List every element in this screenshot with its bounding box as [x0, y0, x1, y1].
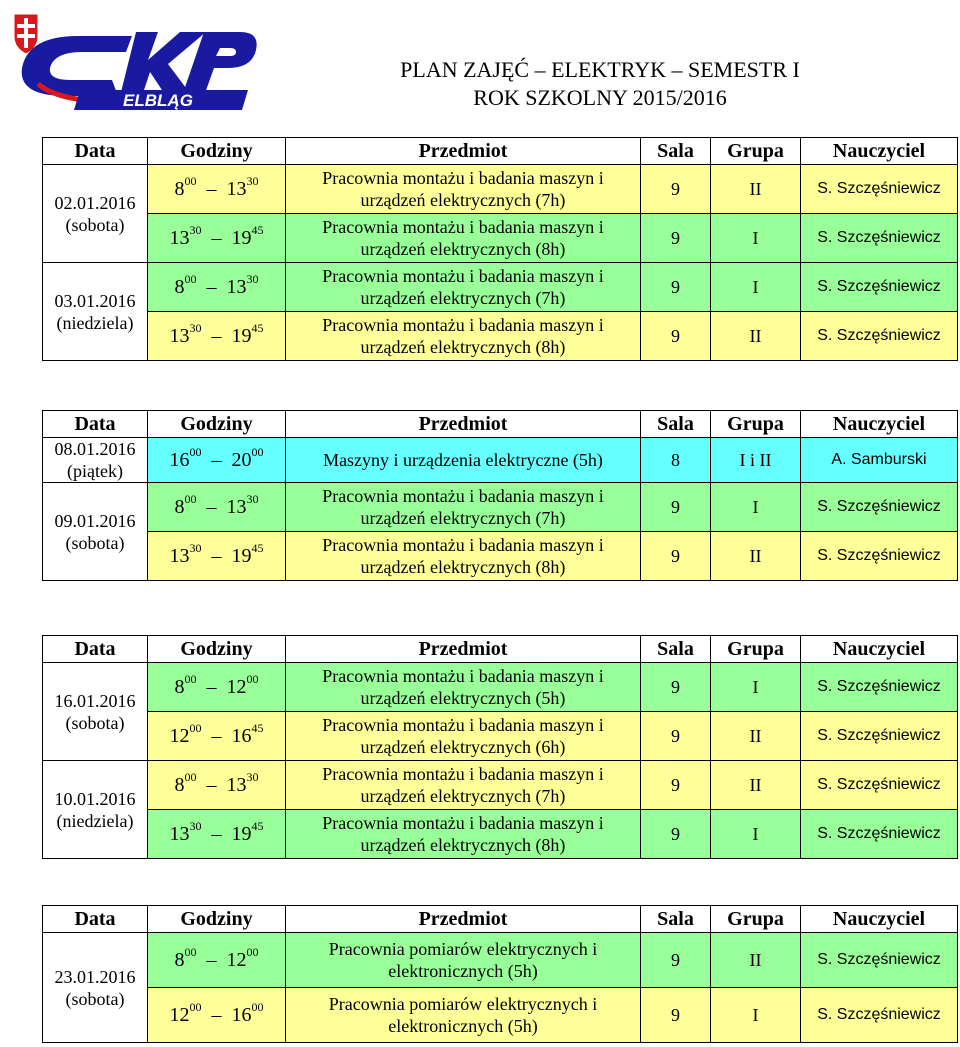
column-header: Grupa — [711, 906, 801, 933]
time-dash: – — [211, 325, 222, 347]
date-cell — [43, 761, 148, 859]
date-cell — [43, 438, 148, 483]
start-time — [169, 721, 202, 747]
room-cell — [641, 312, 711, 361]
room-cell — [641, 483, 711, 532]
group-cell — [711, 933, 801, 988]
end-hour: 19 — [231, 227, 252, 249]
teacher-cell — [801, 532, 958, 581]
subject-line: Pracownia pomiarów elektrycznych i — [328, 939, 598, 959]
start-time — [169, 819, 202, 845]
subject-line: urządzeń elektrycznych (7h) — [360, 190, 566, 210]
column-header: Data — [43, 411, 148, 438]
schedule-table — [42, 635, 958, 859]
column-header: Grupa — [711, 636, 801, 663]
room-value: 9 — [671, 228, 680, 248]
start-hour: 8 — [174, 774, 185, 796]
subject-cell — [286, 483, 641, 532]
hours-cell — [148, 988, 286, 1043]
start-time — [169, 541, 202, 567]
end-hour: 20 — [231, 449, 252, 471]
column-header: Przedmiot — [286, 906, 641, 933]
column-header: Godziny — [148, 411, 286, 438]
table-row — [43, 214, 958, 263]
day-label: (sobota) — [65, 532, 125, 553]
subject-line: Pracownia montażu i badania maszyn i — [322, 535, 604, 555]
table-row — [43, 263, 958, 312]
hours-cell — [148, 761, 286, 810]
start-hour: 8 — [174, 496, 185, 518]
time-dash: – — [206, 496, 217, 518]
hours-cell — [148, 214, 286, 263]
subject-cell — [286, 933, 641, 988]
room-value: 9 — [671, 546, 680, 566]
end-hour: 13 — [226, 276, 247, 298]
start-hour: 13 — [169, 545, 190, 567]
column-header: Przedmiot — [286, 138, 641, 165]
table-row — [43, 532, 958, 581]
end-minute: 45 — [251, 819, 264, 833]
start-minute: 30 — [189, 321, 202, 335]
ckp-elblag-logo — [8, 8, 258, 113]
end-time — [226, 770, 259, 796]
start-minute: 00 — [184, 272, 197, 286]
teacher-name: S. Szczęśniewicz — [817, 498, 941, 515]
group-value: II — [749, 775, 762, 795]
end-hour: 12 — [226, 949, 247, 971]
room-value: 8 — [671, 450, 680, 470]
subject-line: urządzeń elektrycznych (8h) — [360, 557, 566, 577]
table-row — [43, 483, 958, 532]
group-value: II — [749, 950, 762, 970]
time-dash: – — [211, 449, 222, 471]
room-cell — [641, 988, 711, 1043]
end-time — [226, 492, 259, 518]
room-cell — [641, 165, 711, 214]
subject-cell — [286, 263, 641, 312]
subject-cell — [286, 165, 641, 214]
time-dash: – — [206, 676, 217, 698]
end-hour: 13 — [226, 178, 247, 200]
subject-line: Pracownia montażu i badania maszyn i — [322, 764, 604, 784]
teacher-name: A. Samburski — [831, 451, 927, 468]
teacher-name: S. Szczęśniewicz — [817, 229, 941, 246]
start-time — [169, 1000, 202, 1026]
subject-line: Pracownia pomiarów elektrycznych i — [328, 994, 598, 1014]
end-hour: 16 — [231, 1004, 252, 1026]
group-cell — [711, 214, 801, 263]
subject-line: Maszyny i urządzenia elektryczne (5h) — [323, 450, 603, 470]
end-minute: 30 — [246, 492, 259, 506]
subject-line: Pracownia montażu i badania maszyn i — [322, 715, 604, 735]
subject-cell — [286, 438, 641, 483]
column-header: Nauczyciel — [801, 138, 958, 165]
group-cell — [711, 810, 801, 859]
end-minute: 30 — [246, 770, 259, 784]
svg-text:ELBLĄG: ELBLĄG — [123, 91, 193, 110]
start-hour: 8 — [174, 178, 185, 200]
start-hour: 16 — [169, 449, 190, 471]
end-time — [231, 223, 264, 249]
column-header: Sala — [641, 138, 711, 165]
time-dash: – — [211, 545, 222, 567]
subject-cell — [286, 988, 641, 1043]
group-value: II — [749, 726, 762, 746]
time-dash: – — [206, 178, 217, 200]
date-label: 23.01.2016 — [54, 966, 136, 987]
column-header: Grupa — [711, 411, 801, 438]
start-hour: 12 — [169, 1004, 190, 1026]
subject-line: urządzeń elektrycznych (7h) — [360, 508, 566, 528]
end-minute: 45 — [251, 541, 264, 555]
column-header: Sala — [641, 411, 711, 438]
time-dash: – — [211, 1004, 222, 1026]
subject-line: elektronicznych (5h) — [388, 961, 538, 981]
teacher-cell — [801, 438, 958, 483]
room-cell — [641, 712, 711, 761]
time-dash: – — [206, 276, 217, 298]
date-label: 02.01.2016 — [54, 192, 136, 213]
page-title: PLAN ZAJĘĆ – ELEKTRYK – SEMESTR I — [400, 57, 800, 82]
end-hour: 12 — [226, 676, 247, 698]
room-cell — [641, 438, 711, 483]
start-minute: 30 — [189, 223, 202, 237]
teacher-name: S. Szczęśniewicz — [817, 825, 941, 842]
teacher-cell — [801, 988, 958, 1043]
end-time — [226, 272, 259, 298]
end-time — [231, 445, 264, 471]
start-minute: 00 — [184, 672, 197, 686]
date-label: 16.01.2016 — [54, 690, 136, 711]
schedule-table — [42, 137, 958, 361]
table-row — [43, 712, 958, 761]
hours-cell — [148, 312, 286, 361]
group-cell — [711, 663, 801, 712]
table-header-row — [43, 411, 958, 438]
room-cell — [641, 761, 711, 810]
subject-line: Pracownia montażu i badania maszyn i — [322, 666, 604, 686]
teacher-name: S. Szczęśniewicz — [817, 678, 941, 695]
end-time — [231, 321, 264, 347]
table-row — [43, 761, 958, 810]
start-hour: 13 — [169, 823, 190, 845]
room-value: 9 — [671, 950, 680, 970]
subject-line: Pracownia montażu i badania maszyn i — [322, 266, 604, 286]
teacher-name: S. Szczęśniewicz — [817, 951, 941, 968]
page-subtitle: ROK SZKOLNY 2015/2016 — [473, 85, 727, 110]
time-dash: – — [211, 823, 222, 845]
room-cell — [641, 263, 711, 312]
column-header: Data — [43, 636, 148, 663]
end-minute: 00 — [246, 945, 259, 959]
end-minute: 00 — [246, 672, 259, 686]
subject-line: urządzeń elektrycznych (7h) — [360, 288, 566, 308]
column-header: Przedmiot — [286, 636, 641, 663]
start-hour: 8 — [174, 276, 185, 298]
group-value: II — [749, 326, 762, 346]
start-minute: 00 — [189, 445, 202, 459]
start-minute: 00 — [184, 174, 197, 188]
room-value: 9 — [671, 677, 680, 697]
column-header: Data — [43, 906, 148, 933]
end-hour: 16 — [231, 725, 252, 747]
teacher-cell — [801, 761, 958, 810]
day-label: (sobota) — [65, 988, 125, 1009]
subject-cell — [286, 761, 641, 810]
teacher-cell — [801, 810, 958, 859]
room-cell — [641, 214, 711, 263]
day-label: (piątek) — [67, 461, 123, 481]
hours-cell — [148, 663, 286, 712]
subject-line: Pracownia montażu i badania maszyn i — [322, 217, 604, 237]
date-label: 10.01.2016 — [54, 788, 136, 809]
column-header: Godziny — [148, 138, 286, 165]
hours-cell — [148, 438, 286, 483]
time-dash: – — [211, 227, 222, 249]
hours-cell — [148, 933, 286, 988]
room-cell — [641, 933, 711, 988]
start-minute: 30 — [189, 819, 202, 833]
room-value: 9 — [671, 179, 680, 199]
end-time — [231, 541, 264, 567]
hours-cell — [148, 712, 286, 761]
hours-cell — [148, 532, 286, 581]
end-minute: 30 — [246, 174, 259, 188]
end-time — [231, 721, 264, 747]
column-header: Nauczyciel — [801, 906, 958, 933]
teacher-cell — [801, 483, 958, 532]
room-value: 9 — [671, 726, 680, 746]
subject-line: urządzeń elektrycznych (6h) — [360, 737, 566, 757]
hours-cell — [148, 263, 286, 312]
end-hour: 13 — [226, 496, 247, 518]
end-time — [226, 945, 259, 971]
teacher-name: S. Szczęśniewicz — [817, 278, 941, 295]
table-row — [43, 438, 958, 483]
subject-line: Pracownia montażu i badania maszyn i — [322, 486, 604, 506]
group-cell — [711, 532, 801, 581]
column-header: Godziny — [148, 636, 286, 663]
teacher-cell — [801, 263, 958, 312]
start-minute: 00 — [184, 492, 197, 506]
group-value: I — [752, 1005, 759, 1025]
end-time — [231, 1000, 264, 1026]
group-cell — [711, 712, 801, 761]
end-minute: 30 — [246, 272, 259, 286]
table-header-row — [43, 636, 958, 663]
group-value: I — [752, 228, 759, 248]
subject-line: Pracownia montażu i badania maszyn i — [322, 813, 604, 833]
group-value: II — [749, 546, 762, 566]
column-header: Sala — [641, 636, 711, 663]
room-value: 9 — [671, 824, 680, 844]
teacher-name: S. Szczęśniewicz — [817, 727, 941, 744]
time-dash: – — [206, 774, 217, 796]
start-hour: 13 — [169, 325, 190, 347]
teacher-cell — [801, 933, 958, 988]
subject-cell — [286, 312, 641, 361]
subject-cell — [286, 810, 641, 859]
end-minute: 45 — [251, 223, 264, 237]
teacher-name: S. Szczęśniewicz — [817, 327, 941, 344]
table-header-row — [43, 906, 958, 933]
column-header: Przedmiot — [286, 411, 641, 438]
column-header: Nauczyciel — [801, 411, 958, 438]
start-time — [174, 945, 197, 971]
end-time — [226, 672, 259, 698]
day-label: (sobota) — [65, 214, 125, 235]
end-minute: 45 — [251, 721, 264, 735]
subject-line: urządzeń elektrycznych (5h) — [360, 688, 566, 708]
table-row — [43, 933, 958, 988]
hours-cell — [148, 810, 286, 859]
day-label: (niedziela) — [56, 810, 134, 831]
day-label: (sobota) — [65, 712, 125, 733]
room-value: 9 — [671, 497, 680, 517]
table-header-row — [43, 138, 958, 165]
teacher-cell — [801, 712, 958, 761]
start-minute: 00 — [189, 721, 202, 735]
subject-line: urządzeń elektrycznych (8h) — [360, 337, 566, 357]
group-value: I i II — [739, 450, 772, 470]
hours-cell — [148, 165, 286, 214]
room-value: 9 — [671, 1005, 680, 1025]
group-value: II — [749, 179, 762, 199]
start-time — [174, 272, 197, 298]
end-minute: 00 — [251, 445, 264, 459]
time-dash: – — [206, 949, 217, 971]
column-header: Sala — [641, 906, 711, 933]
group-value: I — [752, 277, 759, 297]
group-cell — [711, 312, 801, 361]
hours-cell — [148, 483, 286, 532]
end-minute: 45 — [251, 321, 264, 335]
date-cell — [43, 263, 148, 361]
subject-cell — [286, 712, 641, 761]
start-minute: 00 — [189, 1000, 202, 1014]
schedule-table — [42, 905, 958, 1043]
start-minute: 00 — [184, 945, 197, 959]
teacher-name: S. Szczęśniewicz — [817, 1006, 941, 1023]
column-header: Nauczyciel — [801, 636, 958, 663]
column-header: Grupa — [711, 138, 801, 165]
date-cell — [43, 483, 148, 581]
group-cell — [711, 761, 801, 810]
date-label: 08.01.2016 — [54, 439, 136, 459]
room-value: 9 — [671, 775, 680, 795]
teacher-cell — [801, 663, 958, 712]
room-value: 9 — [671, 326, 680, 346]
start-hour: 12 — [169, 725, 190, 747]
table-row — [43, 165, 958, 214]
date-label: 09.01.2016 — [54, 510, 136, 531]
end-hour: 19 — [231, 823, 252, 845]
date-cell — [43, 165, 148, 263]
teacher-name: S. Szczęśniewicz — [817, 547, 941, 564]
start-minute: 00 — [184, 770, 197, 784]
start-minute: 30 — [189, 541, 202, 555]
group-cell — [711, 165, 801, 214]
end-minute: 00 — [251, 1000, 264, 1014]
end-hour: 13 — [226, 774, 247, 796]
end-hour: 19 — [231, 325, 252, 347]
start-hour: 13 — [169, 227, 190, 249]
start-hour: 8 — [174, 676, 185, 698]
subject-cell — [286, 214, 641, 263]
start-time — [174, 174, 197, 200]
subject-line: Pracownia montażu i badania maszyn i — [322, 168, 604, 188]
subject-line: urządzeń elektrycznych (7h) — [360, 786, 566, 806]
room-cell — [641, 810, 711, 859]
start-time — [174, 770, 197, 796]
group-cell — [711, 988, 801, 1043]
group-cell — [711, 483, 801, 532]
table-row — [43, 663, 958, 712]
schedule-table — [42, 410, 958, 581]
start-time — [169, 321, 202, 347]
column-header: Godziny — [148, 906, 286, 933]
end-hour: 19 — [231, 545, 252, 567]
logo-graphic — [8, 8, 258, 113]
column-header: Data — [43, 138, 148, 165]
group-value: I — [752, 497, 759, 517]
table-row — [43, 312, 958, 361]
subject-cell — [286, 532, 641, 581]
group-value: I — [752, 824, 759, 844]
group-cell — [711, 438, 801, 483]
group-cell — [711, 263, 801, 312]
subject-line: Pracownia montażu i badania maszyn i — [322, 315, 604, 335]
date-cell — [43, 933, 148, 1043]
table-row — [43, 988, 958, 1043]
subject-line: elektronicznych (5h) — [388, 1016, 538, 1036]
end-time — [231, 819, 264, 845]
end-time — [226, 174, 259, 200]
start-time — [169, 223, 202, 249]
start-hour: 8 — [174, 949, 185, 971]
time-dash: – — [211, 725, 222, 747]
teacher-cell — [801, 165, 958, 214]
teacher-cell — [801, 312, 958, 361]
group-value: I — [752, 677, 759, 697]
start-time — [169, 445, 202, 471]
day-label: (niedziela) — [56, 312, 134, 333]
subject-line: urządzeń elektrycznych (8h) — [360, 239, 566, 259]
room-cell — [641, 532, 711, 581]
subject-cell — [286, 663, 641, 712]
date-cell — [43, 663, 148, 761]
start-time — [174, 672, 197, 698]
subject-line: urządzeń elektrycznych (8h) — [360, 835, 566, 855]
teacher-name: S. Szczęśniewicz — [817, 180, 941, 197]
teacher-name: S. Szczęśniewicz — [817, 776, 941, 793]
start-time — [174, 492, 197, 518]
room-cell — [641, 663, 711, 712]
room-value: 9 — [671, 277, 680, 297]
table-row — [43, 810, 958, 859]
teacher-cell — [801, 214, 958, 263]
date-label: 03.01.2016 — [54, 290, 136, 311]
